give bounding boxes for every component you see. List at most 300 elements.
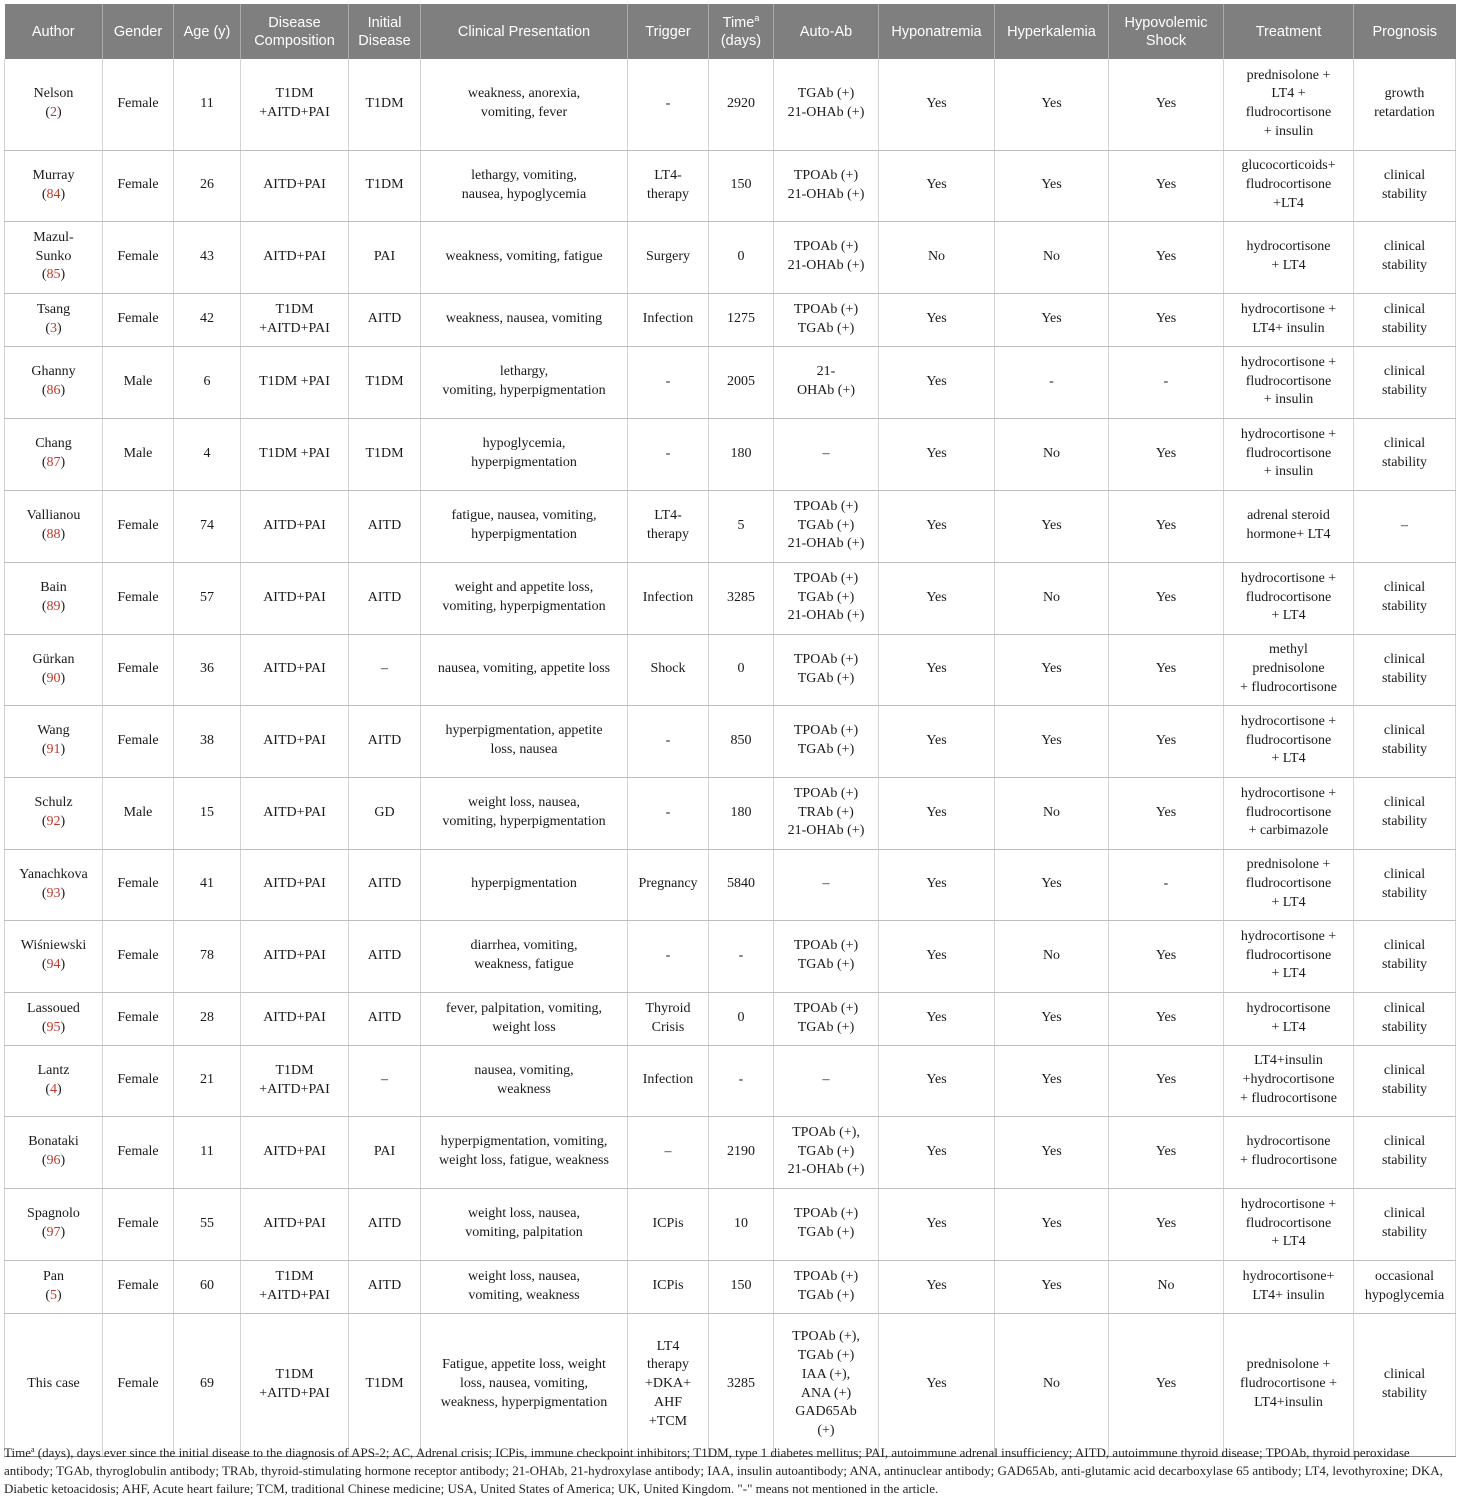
cell-age: 21: [174, 1045, 241, 1116]
cell-age: 11: [174, 59, 241, 150]
cell-time: 2920: [709, 59, 774, 150]
header-time-label: Time: [722, 14, 755, 31]
cell-time: 1275: [709, 293, 774, 346]
cell-clinical-presentation: weight loss, nausea, vomiting, weakness: [421, 1260, 628, 1313]
cell-hyponatremia: Yes: [879, 777, 995, 849]
cell-prognosis: clinical stability: [1354, 1313, 1456, 1456]
cell-gender: Female: [103, 562, 174, 634]
author-name: Murray: [32, 167, 75, 183]
cell-disease-composition: AITD+PAI: [241, 634, 349, 705]
cell-disease-composition: T1DM +PAI: [241, 418, 349, 490]
cell-trigger: -: [628, 418, 709, 490]
reference-link[interactable]: 90: [46, 670, 61, 686]
cell-treatment: LT4+insulin +hydrocortisone + fludrocortisone: [1224, 1045, 1354, 1116]
cell-author: Bain (89): [5, 562, 103, 634]
cell-hypovolemic-shock: Yes: [1109, 777, 1224, 849]
reference-link[interactable]: 96: [46, 1153, 61, 1168]
cell-disease-composition: AITD+PAI: [241, 490, 349, 562]
table-row: [5, 634, 1456, 705]
cell-clinical-presentation: Fatigue, appetite loss, weight loss, nausea, vomiting, weakness, hyperpigmentation: [421, 1313, 628, 1456]
cell-prognosis: clinical stability: [1354, 1045, 1456, 1116]
cell-disease-composition: AITD+PAI: [241, 150, 349, 221]
author-name: Gürkan: [32, 651, 75, 667]
cell-hyponatremia: No: [879, 221, 995, 293]
cell-clinical-presentation: lethargy, vomiting, hyperpigmentation: [421, 346, 628, 418]
cell-treatment: hydrocortisone + fludrocortisone + LT4: [1224, 705, 1354, 777]
cell-trigger: ICPis: [628, 1188, 709, 1260]
cell-disease-composition: T1DM +AITD+PAI: [241, 1045, 349, 1116]
cell-treatment: hydrocortisone + LT4: [1224, 221, 1354, 293]
table-row: [5, 920, 1456, 992]
header-author: Author: [5, 4, 103, 59]
cell-hypovolemic-shock: Yes: [1109, 418, 1224, 490]
cell-prognosis: clinical stability: [1354, 1116, 1456, 1188]
cell-treatment: hydrocortisone + LT4: [1224, 992, 1354, 1045]
cell-author: Murray (84): [5, 150, 103, 221]
cell-initial-disease: T1DM: [349, 59, 421, 150]
cell-hyponatremia: Yes: [879, 992, 995, 1045]
cell-age: 28: [174, 992, 241, 1045]
table-body: [5, 59, 1456, 1456]
header-gender: Gender: [103, 4, 174, 59]
cell-clinical-presentation: nausea, vomiting, weakness: [421, 1045, 628, 1116]
cell-hypovolemic-shock: Yes: [1109, 1116, 1224, 1188]
author-name: Chang: [35, 436, 72, 452]
cell-treatment: hydrocortisone+ LT4+ insulin: [1224, 1260, 1354, 1313]
cell-author: Tsang (3): [5, 293, 103, 346]
cell-treatment: methyl prednisolone + fludrocortisone: [1224, 634, 1354, 705]
cell-treatment: adrenal steroid hormone+ LT4: [1224, 490, 1354, 562]
author-name: This case: [27, 1376, 80, 1392]
cell-time: 850: [709, 705, 774, 777]
cell-hypovolemic-shock: -: [1109, 849, 1224, 920]
reference-link[interactable]: 93: [46, 885, 61, 901]
cell-treatment: glucocorticoids+ fludrocortisone +LT4: [1224, 150, 1354, 221]
cell-time: 2005: [709, 346, 774, 418]
cell-trigger: -: [628, 59, 709, 150]
author-name: Vallianou: [26, 508, 81, 524]
cell-auto-ab: TPOAb (+) TGAb (+) 21-OHAb (+): [774, 490, 879, 562]
cell-hypovolemic-shock: Yes: [1109, 293, 1224, 346]
cell-gender: Female: [103, 490, 174, 562]
header-row: [5, 4, 1456, 59]
cell-hypovolemic-shock: No: [1109, 1260, 1224, 1313]
table-row: [5, 1045, 1456, 1116]
cell-hyponatremia: Yes: [879, 1260, 995, 1313]
reference-link[interactable]: 85: [46, 267, 61, 283]
header-hyperkalemia: Hyperkalemia: [995, 4, 1109, 59]
cell-clinical-presentation: nausea, vomiting, appetite loss: [421, 634, 628, 705]
cell-hyperkalemia: -: [995, 346, 1109, 418]
cell-hyponatremia: Yes: [879, 920, 995, 992]
cell-trigger: Thyroid Crisis: [628, 992, 709, 1045]
cell-hyponatremia: Yes: [879, 849, 995, 920]
reference-link[interactable]: 92: [46, 814, 61, 829]
header-auto-ab: Auto-Ab: [774, 4, 879, 59]
cell-initial-disease: AITD: [349, 920, 421, 992]
cell-time: 150: [709, 1260, 774, 1313]
author-name: Lassoued: [27, 1000, 80, 1016]
header-time-unit: (days): [720, 32, 762, 49]
cell-disease-composition: T1DM +AITD+PAI: [241, 293, 349, 346]
cell-gender: Female: [103, 1260, 174, 1313]
cell-author: Ghanny (86): [5, 346, 103, 418]
cell-prognosis: clinical stability: [1354, 849, 1456, 920]
header-disease-composition: Disease Composition: [241, 4, 349, 59]
header-time: [709, 4, 774, 59]
cell-gender: Female: [103, 1188, 174, 1260]
cell-trigger: LT4- therapy: [628, 150, 709, 221]
cell-initial-disease: GD: [349, 777, 421, 849]
reference-link[interactable]: 4: [50, 1081, 57, 1097]
cell-trigger: Pregnancy: [628, 849, 709, 920]
cell-hyperkalemia: Yes: [995, 490, 1109, 562]
cell-gender: Male: [103, 418, 174, 490]
table-row: [5, 992, 1456, 1045]
cell-auto-ab: –: [774, 849, 879, 920]
cell-gender: Female: [103, 920, 174, 992]
cell-hyponatremia: Yes: [879, 1313, 995, 1456]
cell-auto-ab: TPOAb (+) 21-OHAb (+): [774, 150, 879, 221]
footnote-sup: a: [30, 1445, 35, 1454]
cell-author: Vallianou (88): [5, 490, 103, 562]
cell-clinical-presentation: diarrhea, vomiting, weakness, fatigue: [421, 920, 628, 992]
cell-disease-composition: AITD+PAI: [241, 705, 349, 777]
table-row: [5, 418, 1456, 490]
cell-treatment: hydrocortisone + fludrocortisone + LT4: [1224, 562, 1354, 634]
cell-clinical-presentation: hypoglycemia, hyperpigmentation: [421, 418, 628, 490]
cell-gender: Female: [103, 150, 174, 221]
cell-hypovolemic-shock: Yes: [1109, 490, 1224, 562]
cell-hyperkalemia: No: [995, 562, 1109, 634]
table-header: [5, 4, 1456, 59]
table-row: [5, 1188, 1456, 1260]
cell-age: 78: [174, 920, 241, 992]
cell-auto-ab: TPOAb (+) TGAb (+): [774, 1188, 879, 1260]
cell-gender: Female: [103, 59, 174, 150]
cell-clinical-presentation: fatigue, nausea, vomiting, hyperpigmentation: [421, 490, 628, 562]
cell-hypovolemic-shock: Yes: [1109, 634, 1224, 705]
cell-disease-composition: AITD+PAI: [241, 920, 349, 992]
author-name: Mazul- Sunko: [33, 229, 74, 264]
cell-gender: Female: [103, 1116, 174, 1188]
cell-time: 0: [709, 221, 774, 293]
footnote-text: (days), days ever since the initial disease to the diagnosis of APS-2; AC, Adrenal crisis; ICPis, immune checkpoint inhibitors; T1DM, type 1 diabetes mellitus; PAI, autoimmune adrenal insufficiency; AITD, autoimmune thyroid disease; TPOAb, thyroid peroxidase antibody; TGAb, thyroglobulin antibody; TRAb, thyroid-stimulating hormone receptor antibody; 21-OHAb, 21-hydroxylase antibody; IAA, insulin autoantibody; ANA, antinuclear antibody; GAD65Ab, anti-glutamic acid decarboxylase 65 antibody; LT4, levothyroxine; DKA, Diabetic ketoacidosis; AHF, Acute heart failure; TCM, traditional Chinese medicine; USA, United States of America; UK, United Kingdom. "-" means not mentioned in the article.: [4, 1445, 1443, 1496]
reference-link[interactable]: 5: [50, 1287, 57, 1303]
cell-hyponatremia: Yes: [879, 293, 995, 346]
cell-treatment: hydrocortisone + fludrocortisone: [1224, 1116, 1354, 1188]
table-row: [5, 221, 1456, 293]
cell-clinical-presentation: hyperpigmentation: [421, 849, 628, 920]
cell-trigger: ICPis: [628, 1260, 709, 1313]
cell-hyperkalemia: No: [995, 777, 1109, 849]
cell-time: 0: [709, 634, 774, 705]
cell-hyponatremia: Yes: [879, 1188, 995, 1260]
cell-auto-ab: TPOAb (+) TGAb (+): [774, 920, 879, 992]
cell-time: 2190: [709, 1116, 774, 1188]
table-row: [5, 777, 1456, 849]
cell-clinical-presentation: lethargy, vomiting, nausea, hypoglycemia: [421, 150, 628, 221]
cell-disease-composition: AITD+PAI: [241, 992, 349, 1045]
cell-auto-ab: TGAb (+) 21-OHAb (+): [774, 59, 879, 150]
cell-initial-disease: PAI: [349, 1116, 421, 1188]
cell-age: 15: [174, 777, 241, 849]
author-name: Wang: [37, 723, 70, 739]
cell-age: 60: [174, 1260, 241, 1313]
cell-disease-composition: AITD+PAI: [241, 221, 349, 293]
cell-hyperkalemia: Yes: [995, 992, 1109, 1045]
cell-treatment: hydrocortisone + LT4+ insulin: [1224, 293, 1354, 346]
table-footnote: [4, 1444, 1456, 1498]
cell-hyponatremia: Yes: [879, 418, 995, 490]
cell-trigger: –: [628, 1116, 709, 1188]
author-name: Tsang: [36, 301, 71, 317]
cell-hyponatremia: Yes: [879, 562, 995, 634]
cell-prognosis: clinical stability: [1354, 221, 1456, 293]
cell-hyperkalemia: Yes: [995, 59, 1109, 150]
cell-author: Lantz (4): [5, 1045, 103, 1116]
cell-clinical-presentation: hyperpigmentation, vomiting, weight loss, fatigue, weakness: [421, 1116, 628, 1188]
cell-hypovolemic-shock: Yes: [1109, 1313, 1224, 1456]
cell-auto-ab: 21- OHAb (+): [774, 346, 879, 418]
cell-age: 69: [174, 1313, 241, 1456]
cell-disease-composition: T1DM +AITD+PAI: [241, 1260, 349, 1313]
cell-treatment: prednisolone + fludrocortisone + LT4+insulin: [1224, 1313, 1354, 1456]
cell-hyponatremia: Yes: [879, 705, 995, 777]
cell-disease-composition: AITD+PAI: [241, 562, 349, 634]
cell-treatment: hydrocortisone + fludrocortisone + LT4: [1224, 1188, 1354, 1260]
cell-prognosis: clinical stability: [1354, 1188, 1456, 1260]
cell-initial-disease: T1DM: [349, 418, 421, 490]
cell-age: 4: [174, 418, 241, 490]
reference-link[interactable]: 94: [46, 957, 61, 972]
cell-hyponatremia: Yes: [879, 490, 995, 562]
reference-link[interactable]: 95: [46, 1019, 61, 1035]
cell-disease-composition: AITD+PAI: [241, 777, 349, 849]
cell-hypovolemic-shock: Yes: [1109, 705, 1224, 777]
cell-author: Chang (87): [5, 418, 103, 490]
reference-link[interactable]: 86: [46, 383, 61, 398]
cell-author: Wang (91): [5, 705, 103, 777]
cell-auto-ab: –: [774, 418, 879, 490]
cell-auto-ab: TPOAb (+), TGAb (+) IAA (+), ANA (+) GAD65Ab (+): [774, 1313, 879, 1456]
cell-initial-disease: PAI: [349, 221, 421, 293]
cell-hyperkalemia: Yes: [995, 849, 1109, 920]
reference-link[interactable]: 91: [46, 742, 61, 757]
header-age: Age (y): [174, 4, 241, 59]
reference-link[interactable]: 87: [46, 455, 61, 470]
cell-prognosis: clinical stability: [1354, 418, 1456, 490]
table-row: [5, 705, 1456, 777]
cell-auto-ab: TPOAb (+) TGAb (+): [774, 1260, 879, 1313]
cell-author: Pan (5): [5, 1260, 103, 1313]
cell-gender: Female: [103, 293, 174, 346]
header-hypovolemic-shock: Hypovolemic Shock: [1109, 4, 1224, 59]
cell-initial-disease: AITD: [349, 1260, 421, 1313]
cell-prognosis: clinical stability: [1354, 777, 1456, 849]
reference-link[interactable]: 97: [46, 1225, 61, 1240]
cell-age: 11: [174, 1116, 241, 1188]
cell-trigger: Infection: [628, 562, 709, 634]
cell-initial-disease: AITD: [349, 1188, 421, 1260]
cell-hyperkalemia: Yes: [995, 634, 1109, 705]
cell-prognosis: clinical stability: [1354, 992, 1456, 1045]
cell-age: 38: [174, 705, 241, 777]
header-time-sup: a: [754, 12, 760, 23]
cell-initial-disease: T1DM: [349, 1313, 421, 1456]
cell-gender: Male: [103, 346, 174, 418]
cell-trigger: Infection: [628, 293, 709, 346]
author-name: Wiśniewski: [20, 938, 87, 954]
cell-age: 41: [174, 849, 241, 920]
cell-author: Schulz (92): [5, 777, 103, 849]
cell-age: 43: [174, 221, 241, 293]
cell-author: Gürkan (90): [5, 634, 103, 705]
reference-link[interactable]: 3: [50, 320, 57, 336]
cell-clinical-presentation: weakness, anorexia, vomiting, fever: [421, 59, 628, 150]
cell-age: 6: [174, 346, 241, 418]
cell-initial-disease: AITD: [349, 562, 421, 634]
cell-trigger: LT4- therapy: [628, 490, 709, 562]
cell-age: 26: [174, 150, 241, 221]
cell-hyperkalemia: Yes: [995, 293, 1109, 346]
author-name: Nelson: [33, 86, 74, 102]
cell-hyperkalemia: Yes: [995, 705, 1109, 777]
cell-initial-disease: AITD: [349, 992, 421, 1045]
table-row: [5, 562, 1456, 634]
cell-clinical-presentation: weakness, vomiting, fatigue: [421, 221, 628, 293]
cell-time: 150: [709, 150, 774, 221]
cell-prognosis: clinical stability: [1354, 562, 1456, 634]
cell-clinical-presentation: weakness, nausea, vomiting: [421, 293, 628, 346]
cell-time: -: [709, 1045, 774, 1116]
header-clinical-presentation: Clinical Presentation: [421, 4, 628, 59]
cell-author: Spagnolo (97): [5, 1188, 103, 1260]
cell-clinical-presentation: hyperpigmentation, appetite loss, nausea: [421, 705, 628, 777]
table-row: [5, 1313, 1456, 1456]
author-name: Ghanny: [31, 364, 76, 380]
cell-hyponatremia: Yes: [879, 1116, 995, 1188]
author-name: Bain: [40, 580, 67, 596]
cell-gender: Female: [103, 705, 174, 777]
cell-hyperkalemia: Yes: [995, 150, 1109, 221]
cell-disease-composition: T1DM +AITD+PAI: [241, 1313, 349, 1456]
cell-time: 5840: [709, 849, 774, 920]
cell-disease-composition: AITD+PAI: [241, 1188, 349, 1260]
cell-initial-disease: T1DM: [349, 150, 421, 221]
cell-prognosis: clinical stability: [1354, 346, 1456, 418]
cell-initial-disease: AITD: [349, 849, 421, 920]
table-row: [5, 59, 1456, 150]
cell-time: 10: [709, 1188, 774, 1260]
cell-hypovolemic-shock: Yes: [1109, 1045, 1224, 1116]
cell-gender: Female: [103, 221, 174, 293]
reference-link[interactable]: 89: [46, 599, 61, 614]
cell-age: 57: [174, 562, 241, 634]
cell-treatment: hydrocortisone + fludrocortisone + carbimazole: [1224, 777, 1354, 849]
cell-hypovolemic-shock: Yes: [1109, 562, 1224, 634]
table-row: [5, 1260, 1456, 1313]
cell-hyperkalemia: No: [995, 920, 1109, 992]
author-name: Spagnolo: [27, 1206, 80, 1222]
cell-time: 5: [709, 490, 774, 562]
cell-author: [5, 1313, 103, 1456]
cell-auto-ab: TPOAb (+) TRAb (+) 21-OHAb (+): [774, 777, 879, 849]
cell-hypovolemic-shock: Yes: [1109, 59, 1224, 150]
cell-author: Bonataki (96): [5, 1116, 103, 1188]
cell-treatment: hydrocortisone + fludrocortisone + insulin: [1224, 418, 1354, 490]
cell-treatment: hydrocortisone + fludrocortisone + insulin: [1224, 346, 1354, 418]
cell-trigger: -: [628, 705, 709, 777]
cell-hypovolemic-shock: Yes: [1109, 1188, 1224, 1260]
cell-author: Wiśniewski (94): [5, 920, 103, 992]
cell-disease-composition: AITD+PAI: [241, 849, 349, 920]
cell-gender: Female: [103, 992, 174, 1045]
cell-initial-disease: AITD: [349, 293, 421, 346]
cell-age: 55: [174, 1188, 241, 1260]
header-treatment: Treatment: [1224, 4, 1354, 59]
author-name: Lantz: [37, 1062, 70, 1078]
cell-prognosis: clinical stability: [1354, 293, 1456, 346]
reference-link[interactable]: 88: [46, 527, 61, 542]
cell-trigger: -: [628, 920, 709, 992]
cell-auto-ab: TPOAb (+) TGAb (+): [774, 992, 879, 1045]
cell-clinical-presentation: weight loss, nausea, vomiting, palpitation: [421, 1188, 628, 1260]
table-container: [4, 4, 1455, 1457]
cell-trigger: LT4 therapy +DKA+ AHF +TCM: [628, 1313, 709, 1456]
cell-disease-composition: AITD+PAI: [241, 1116, 349, 1188]
cell-age: 42: [174, 293, 241, 346]
cell-prognosis: clinical stability: [1354, 920, 1456, 992]
cell-gender: Female: [103, 1045, 174, 1116]
cell-trigger: Surgery: [628, 221, 709, 293]
cell-trigger: -: [628, 777, 709, 849]
author-name: Bonataki: [28, 1134, 79, 1150]
author-name: Yanachkova: [19, 866, 88, 882]
cell-prognosis: clinical stability: [1354, 150, 1456, 221]
cell-author: Mazul- Sunko (85): [5, 221, 103, 293]
cell-treatment: prednisolone + LT4 + fludrocortisone + insulin: [1224, 59, 1354, 150]
header-prognosis: Prognosis: [1354, 4, 1456, 59]
cell-prognosis: clinical stability: [1354, 634, 1456, 705]
cell-hyperkalemia: Yes: [995, 1188, 1109, 1260]
cell-author: Nelson (2): [5, 59, 103, 150]
cell-auto-ab: TPOAb (+) TGAb (+): [774, 293, 879, 346]
reference-link[interactable]: 2: [50, 105, 57, 121]
cell-hypovolemic-shock: Yes: [1109, 221, 1224, 293]
cell-hyponatremia: Yes: [879, 150, 995, 221]
cell-gender: Male: [103, 777, 174, 849]
table-row: [5, 490, 1456, 562]
cell-trigger: Infection: [628, 1045, 709, 1116]
cell-auto-ab: TPOAb (+) TGAb (+): [774, 705, 879, 777]
cell-initial-disease: AITD: [349, 490, 421, 562]
cell-hyperkalemia: Yes: [995, 1116, 1109, 1188]
cell-disease-composition: T1DM +PAI: [241, 346, 349, 418]
cell-hyperkalemia: No: [995, 1313, 1109, 1456]
author-name: Schulz: [34, 795, 73, 811]
cell-auto-ab: TPOAb (+) TGAb (+) 21-OHAb (+): [774, 562, 879, 634]
cell-auto-ab: –: [774, 1045, 879, 1116]
cell-time: 0: [709, 992, 774, 1045]
cell-hyponatremia: Yes: [879, 59, 995, 150]
reference-link[interactable]: 84: [46, 186, 61, 202]
footnote-lead: Time: [4, 1445, 31, 1460]
cell-prognosis: clinical stability: [1354, 705, 1456, 777]
cell-trigger: -: [628, 346, 709, 418]
cell-clinical-presentation: fever, palpitation, vomiting, weight loss: [421, 992, 628, 1045]
cell-auto-ab: TPOAb (+) 21-OHAb (+): [774, 221, 879, 293]
